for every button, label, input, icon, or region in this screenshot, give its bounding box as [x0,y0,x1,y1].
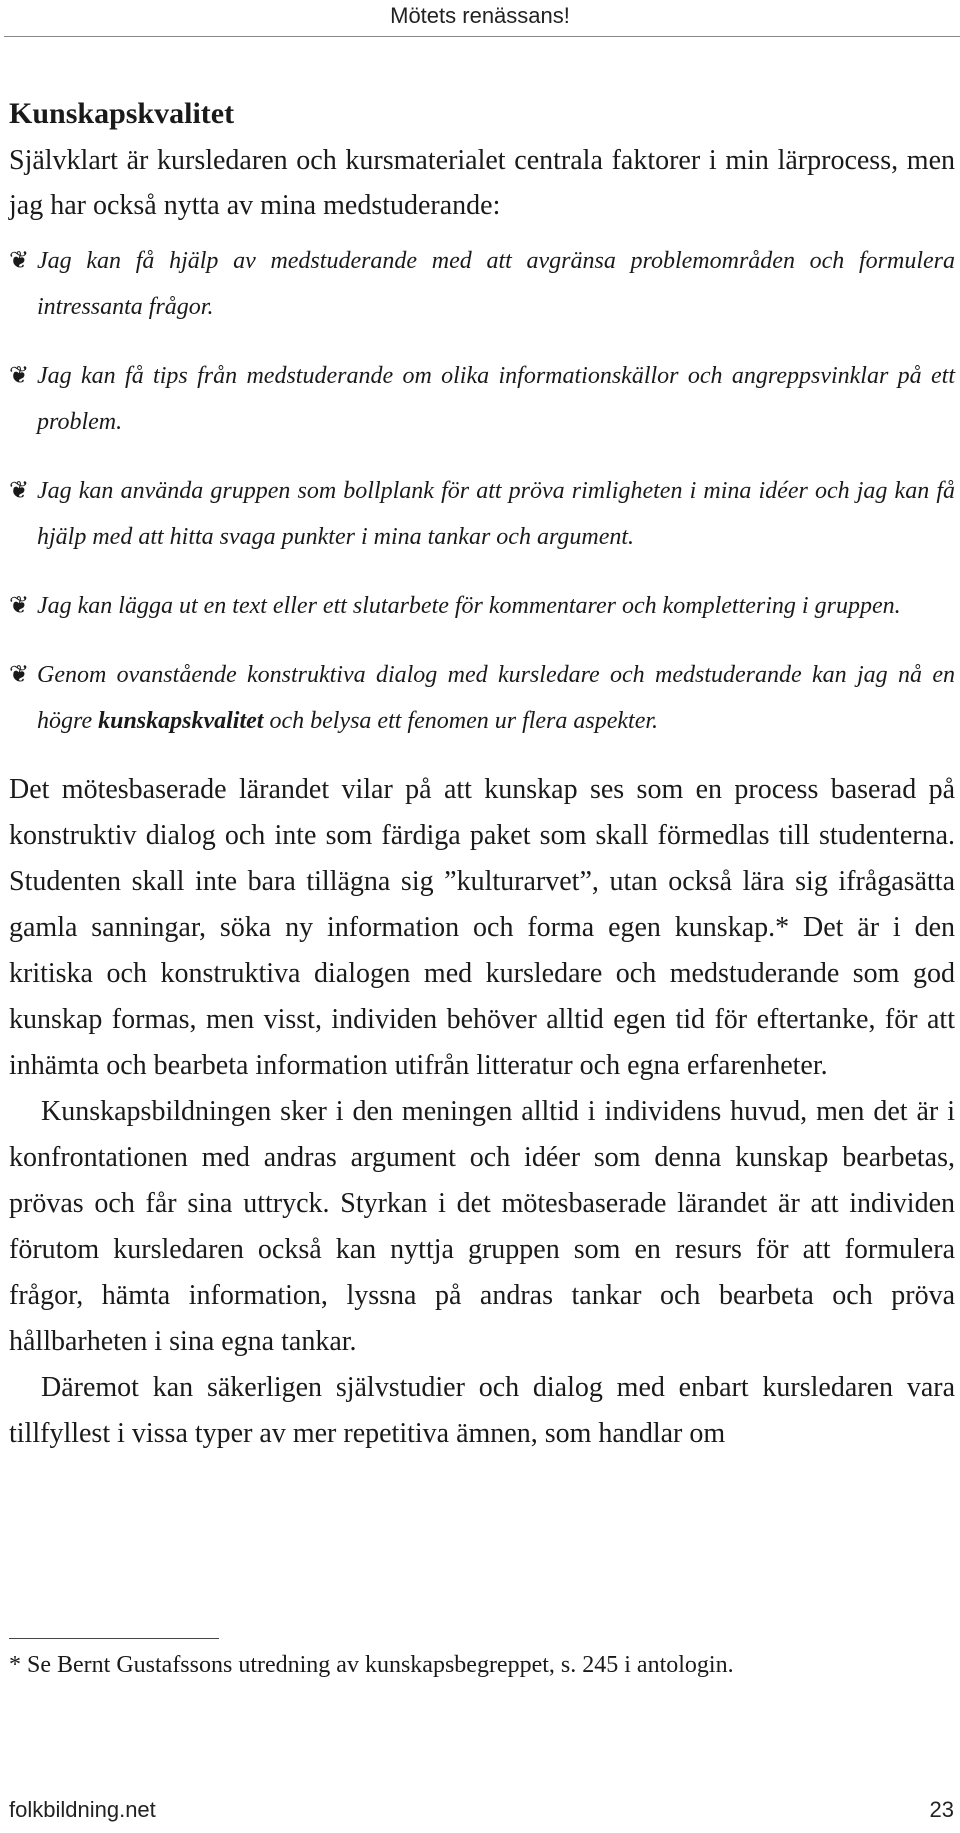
bullet-item [9,238,955,330]
body-paragraph: Det mötesbaserade lärandet vilar på att kunskap ses som en process baserad på konstruktiv dialog och inte som färdiga paket som skall förmedlas till studenterna. Studenten skall inte bara tillägna sig ”kulturarvet”, utan också lära sig ifrågasätta gamla sanningar, söka ny information och forma egen kunskap.* Det är i den kritiska och konstruktiva dialogen med kursledare och medstuderande som god kunskap formas, men visst, individen behöver alltid egen tid för eftertanke, för att inhämta och bearbeta information utifrån litteratur och egna erfarenheter. [9,774,955,1081]
bullet-item [9,468,955,560]
running-header: Mötets renässans! [390,3,570,28]
intro-paragraph: Självklart är kursledaren och kursmaterialet centrala faktorer i min lärprocess, men jag har också nytta av mina medstuderande: [9,145,955,221]
header-rule [4,36,960,37]
bullet-item [9,652,955,744]
bullet-item [9,583,955,629]
page-content [9,96,955,1457]
footnote-rule [9,1638,219,1639]
bullet-text: Genom ovanstående konstruktiva dialog med kursledare och medstuderande kan jag nå en högre [37,662,955,734]
fleuron-bullet-icon: ❦ [9,662,30,688]
footer-site: folkbildning.net [9,1797,156,1822]
bullet-text: och belysa ett fenomen ur flera aspekter. [263,708,659,734]
bullet-text: Jag kan få tips från medstuderande om olika informationskällor och angreppsvinklar på ett problem. [37,363,955,435]
bullet-text: Jag kan få hjälp av medstuderande med att avgränsa problemområden och formulera intressanta frågor. [37,248,955,320]
section-heading: Kunskapskvalitet [9,97,235,130]
fleuron-bullet-icon: ❦ [9,363,30,389]
footnote: * Se Bernt Gustafssons utredning av kunskapsbegreppet, s. 245 i antologin. [9,1652,734,1678]
bullet-list [9,238,955,744]
bullet-text: Jag kan använda gruppen som bollplank för att pröva rimligheten i mina idéer och jag kan få hjälp med att hitta svaga punkter i mina tankar och argument. [37,478,955,550]
bullet-item [9,353,955,445]
bullet-text: Jag kan lägga ut en text eller ett slutarbete för kommentarer och komplettering i gruppen. [37,593,901,619]
body-paragraph: Kunskapsbildningen sker i den meningen alltid i individens huvud, men det är i konfrontationen med andras argument och idéer som denna kunskap bearbetas, prövas och får sina uttryck. Styrkan i det mötesbaserade lärandet är att individen förutom kursledaren också kan nyttja gruppen som en resurs för att formulera frågor, hämta information, lyssna på andras tankar och bearbeta och pröva hållbarheten i sina egna tankar. [9,1096,955,1357]
fleuron-bullet-icon: ❦ [9,593,30,619]
fleuron-bullet-icon: ❦ [9,478,30,504]
emphasis-term: kunskapskvalitet [98,708,264,734]
page-number: 23 [929,1797,954,1822]
fleuron-bullet-icon: ❦ [9,248,30,274]
body-paragraph: Däremot kan säkerligen självstudier och dialog med enbart kursledaren vara tillfyllest i vissa typer av mer repetitiva ämnen, som handlar om [9,1372,955,1449]
